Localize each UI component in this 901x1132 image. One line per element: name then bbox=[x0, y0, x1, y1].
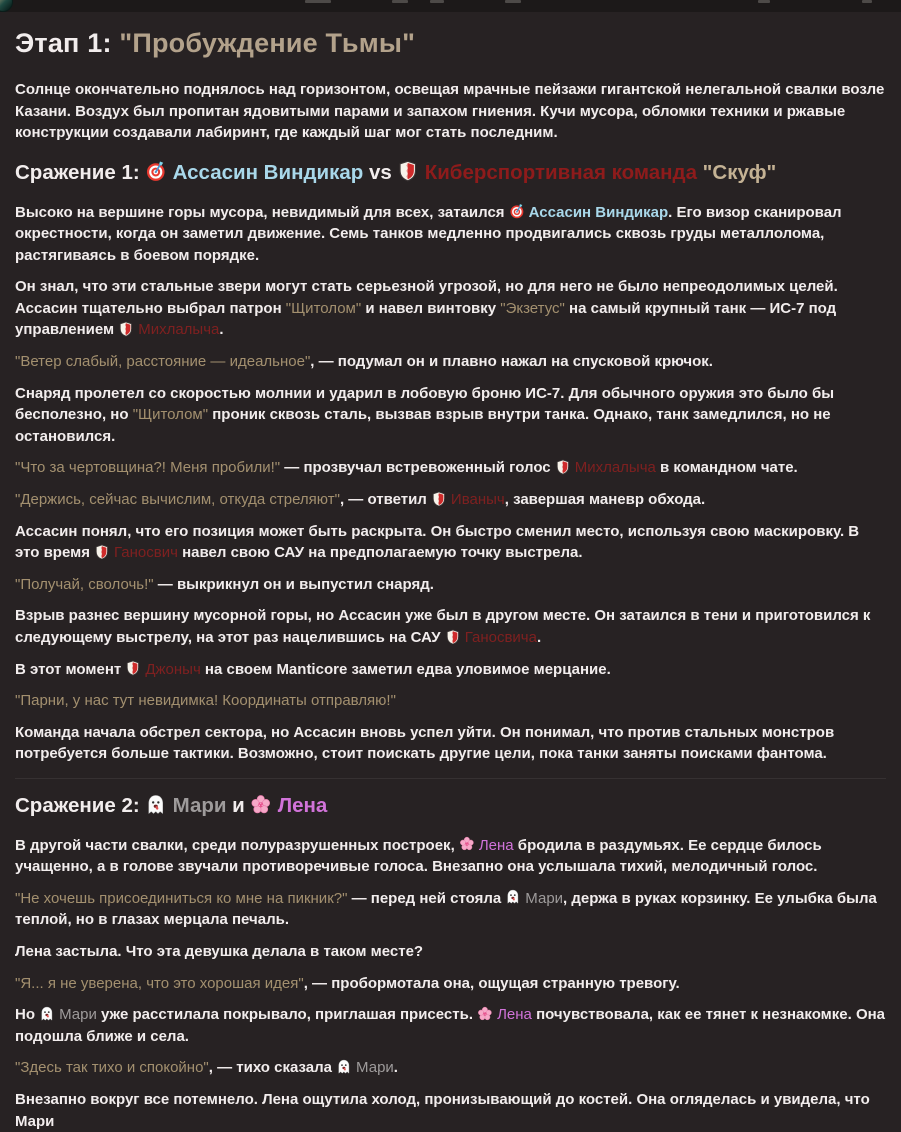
shield-icon bbox=[555, 459, 571, 475]
text-segment-normal: , — ответил bbox=[339, 491, 432, 509]
text-segment-normal: Взрыв разнес вершину мусорной горы, но Ассасин уже был в другом месте. Он затаился в тени и приготовился к следующему выстрелу, на этот раз нацелившись на САУ bbox=[15, 607, 871, 647]
story-paragraph bbox=[15, 941, 886, 963]
story-paragraph bbox=[15, 973, 886, 995]
story-paragraph bbox=[15, 79, 886, 144]
text-segment-normal: Ассасин понял, что его позиция может быть раскрыта. Он быстро сменил место, используя свою маскировку. В это время bbox=[15, 522, 860, 562]
text-segment-blue: Ассасин Виндикар bbox=[524, 203, 669, 221]
blossom-icon bbox=[477, 1006, 493, 1022]
blossom-icon bbox=[250, 794, 272, 816]
text-segment-quote: "Что за чертовщина?! Меня пробили!" bbox=[15, 459, 281, 477]
text-segment-gray: Мари bbox=[166, 793, 227, 817]
story-paragraph bbox=[15, 457, 886, 479]
text-segment-normal: , — подумал он и плавно нажал на спусковой крючок. bbox=[310, 353, 713, 371]
text-segment-normal: Снаряд пролетел со скоростью молнии и ударил в лобовую броню ИС-7. Для обычного оружия это было бы бесполезно, но bbox=[15, 384, 835, 424]
text-segment-red: Ганосвич bbox=[109, 544, 178, 562]
shield-icon bbox=[118, 321, 134, 337]
text-segment-normal: — прозвучал встревоженный голос bbox=[280, 459, 555, 477]
text-remnant bbox=[392, 0, 408, 3]
story-paragraph bbox=[15, 489, 886, 511]
text-segment-red: Киберспортивная команда bbox=[419, 160, 703, 184]
text-segment-quote: "Я... я не уверена, что это хорошая идея" bbox=[15, 974, 304, 992]
text-segment-normal: Лена застыла. Что эта девушка делала в таком месте? bbox=[15, 943, 424, 960]
story-content bbox=[0, 12, 901, 1132]
story-paragraph bbox=[15, 574, 886, 596]
text-segment-normal: , завершая маневр обхода. bbox=[504, 491, 706, 509]
text-segment-pink: Лена bbox=[474, 836, 514, 854]
shield-icon bbox=[431, 491, 447, 507]
story-paragraph bbox=[15, 605, 886, 648]
story-paragraph bbox=[15, 722, 886, 765]
target-icon bbox=[145, 160, 167, 182]
shield-icon bbox=[125, 660, 141, 676]
text-segment-quote: "Держись, сейчас вычислим, откуда стреляют" bbox=[15, 491, 340, 509]
text-segment-quote: "Ветер слабый, расстояние — идеальное" bbox=[15, 353, 311, 371]
text-segment-normal: . bbox=[393, 1059, 398, 1077]
text-segment-quote: "Щитолом" bbox=[285, 299, 362, 317]
text-segment-quote: "Щитолом" bbox=[132, 406, 209, 424]
text-remnant bbox=[430, 0, 444, 3]
story-paragraph bbox=[15, 835, 886, 878]
text-segment-pink: Лена bbox=[492, 1006, 532, 1024]
clipped-previous-line bbox=[0, 0, 901, 12]
text-segment-base: и bbox=[226, 793, 251, 817]
text-segment-red: Иваныч bbox=[446, 491, 505, 509]
story-paragraph bbox=[15, 690, 886, 712]
battle-heading bbox=[15, 160, 886, 187]
text-segment-normal: , — пробормотала она, ощущая странную тревогу. bbox=[303, 974, 680, 992]
text-segment-normal: проник сквозь сталь, вызвав взрыв внутри танка. Однако, танк замедлился, но не остановился. bbox=[15, 406, 831, 445]
text-segment-normal: на самый крупный танк — ИС-7 под управлением bbox=[15, 299, 837, 339]
story-paragraph bbox=[15, 1057, 886, 1079]
story-paragraph bbox=[15, 351, 886, 373]
text-segment-red: Ганосвича bbox=[460, 629, 537, 647]
story-paragraph bbox=[15, 1089, 886, 1132]
text-segment-base: Сражение 1: bbox=[15, 160, 146, 184]
text-segment-normal: . bbox=[536, 629, 542, 647]
text-segment-normal: — перед ней стояла bbox=[347, 889, 506, 907]
text-remnant bbox=[505, 0, 521, 3]
text-segment-normal: бродила в раздумьях. Ее сердце билось учащенно, а в голове звучали противоречивые голоса. Внезапно она услышала тихий, мелодичный голос. bbox=[15, 836, 822, 876]
page-title bbox=[15, 26, 886, 61]
target-icon bbox=[509, 203, 525, 219]
text-segment-quote: "Экзетус" bbox=[500, 299, 565, 317]
clipped-emoji-fragment bbox=[0, 0, 13, 12]
ghost-icon bbox=[505, 889, 521, 905]
blossom-icon bbox=[459, 836, 475, 852]
text-segment-normal: , — тихо сказала bbox=[208, 1059, 337, 1077]
text-segment-tan: "Пробуждение Тьмы" bbox=[119, 28, 416, 58]
story-paragraph bbox=[15, 383, 886, 448]
text-segment-normal: . bbox=[219, 321, 224, 339]
text-segment-gray: Мари bbox=[521, 889, 564, 907]
text-segment-pink: Лена bbox=[272, 793, 328, 817]
text-segment-base: Этап 1: bbox=[15, 28, 120, 58]
story-paragraph bbox=[15, 202, 886, 267]
text-segment-quote: "Парни, у нас тут невидимка! Координаты отправляю!" bbox=[15, 692, 396, 710]
text-segment-normal: в командном чате. bbox=[655, 459, 798, 477]
text-segment-quote: "Не хочешь присоединиться ко мне на пикник?" bbox=[15, 889, 348, 907]
text-segment-red: Джоныч bbox=[141, 660, 201, 678]
text-segment-quote: "Получай, сволочь!" bbox=[15, 575, 154, 593]
text-segment-normal: . Его визор сканировал окрестности, когда он заметил движение. Семь танков медленно продвигались сквозь груды металлолома, растягиваясь в боевом порядке. bbox=[15, 203, 842, 264]
story-paragraph bbox=[15, 659, 886, 681]
ghost-icon bbox=[336, 1059, 352, 1075]
text-segment-normal: Он знал, что эти стальные звери могут стать серьезной угрозой, но для него не было непреодолимых целей. Ассасин тщательно выбрал патрон bbox=[15, 278, 838, 317]
text-segment-blue: Ассасин Виндикар bbox=[166, 160, 364, 184]
shield-icon bbox=[397, 160, 419, 182]
text-segment-normal: Команда начала обстрел сектора, но Ассасин вновь успел уйти. Он понимал, что против стальных монстров потребуется больше тактики. Возможно, стоит поискать другие цели, пока танки заняты поисками фантома. bbox=[15, 723, 835, 763]
shield-icon bbox=[94, 544, 110, 560]
text-segment-base: vs bbox=[363, 160, 398, 184]
text-segment-normal: Солнце окончательно поднялось над горизонтом, освещая мрачные пейзажи гигантской нелегальной свалки возле Казани. Воздух был пропитан ядовитыми парами и запахом гниения. Кучи мусора, обломки техники и ржавые конструкции создавали лабиринт, где каждый шаг мог стать последним. bbox=[15, 81, 885, 142]
text-segment-normal: Внезапно вокруг все потемнело. Лена ощутила холод, пронизывающий до костей. Она огляделась и увидела, что Мари bbox=[15, 1090, 870, 1130]
text-segment-tan: "Скуф" bbox=[702, 160, 777, 184]
text-segment-gray: Мари bbox=[54, 1006, 97, 1024]
story-paragraph bbox=[15, 888, 886, 931]
text-segment-red: Михлалыча bbox=[570, 459, 656, 477]
text-segment-normal: почувствовала, как ее тянет к незнакомке. Она подошла ближе и села. bbox=[15, 1006, 886, 1045]
text-remnant bbox=[305, 0, 331, 3]
text-segment-normal: В этот момент bbox=[15, 660, 126, 678]
text-segment-normal: , держа в руках корзинку. Ее улыбка была теплой, но в глазах мерцала печаль. bbox=[15, 889, 877, 929]
text-segment-normal: В другой части свалки, среди полуразрушенных построек, bbox=[15, 836, 459, 854]
text-segment-normal: навел свою САУ на предполагаемую точку выстрела. bbox=[177, 544, 583, 562]
text-segment-normal: на своем Manticore заметил едва уловимое мерцание. bbox=[200, 660, 611, 678]
text-remnant bbox=[862, 0, 872, 3]
text-segment-base: Сражение 2: bbox=[15, 793, 146, 817]
text-segment-normal: уже расстилала покрывало, приглашая присесть. bbox=[96, 1006, 478, 1024]
battle-heading bbox=[15, 778, 886, 820]
text-segment-red: Михлалыча bbox=[134, 321, 220, 339]
text-segment-gray: Мари bbox=[351, 1059, 394, 1077]
story-paragraph bbox=[15, 1004, 886, 1047]
story-paragraph bbox=[15, 521, 886, 564]
text-segment-quote: "Здесь так тихо и спокойно" bbox=[15, 1059, 209, 1077]
text-segment-normal: — выкрикнул он и выпустил снаряд. bbox=[153, 575, 434, 593]
text-segment-normal: Но bbox=[15, 1006, 40, 1024]
text-segment-normal: Высоко на вершине горы мусора, невидимый для всех, затаился bbox=[15, 203, 509, 221]
shield-icon bbox=[445, 629, 461, 645]
text-segment-normal: и навел винтовку bbox=[361, 299, 501, 317]
ghost-icon bbox=[145, 794, 167, 816]
story-paragraph bbox=[15, 276, 886, 341]
ghost-icon bbox=[39, 1006, 55, 1022]
text-remnant bbox=[758, 0, 770, 3]
